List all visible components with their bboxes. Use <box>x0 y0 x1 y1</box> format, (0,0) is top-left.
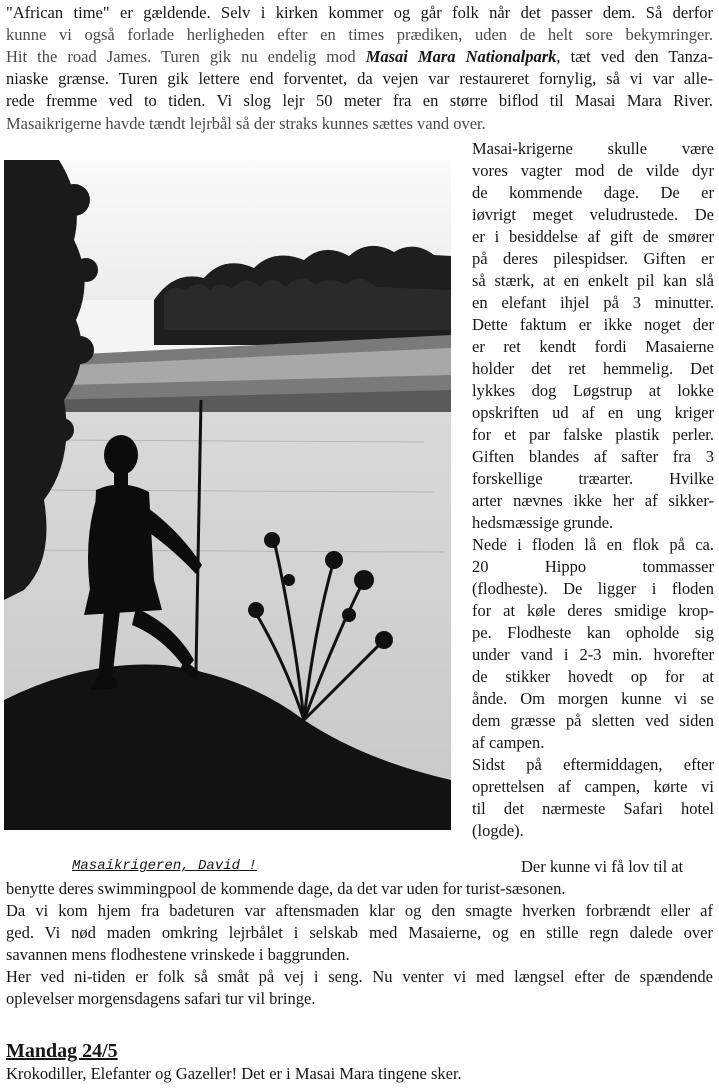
column-line: pe. Flodheste kan opholde sig <box>472 623 714 642</box>
column-line: (flodheste). De ligger i floden <box>472 579 714 598</box>
column-line: de stikker hovedt op for at <box>472 667 714 686</box>
column-line: Sidst på eftermiddagen, efter <box>472 755 714 774</box>
column-line: oprettelsen af campen, kørte vi <box>472 777 714 796</box>
intro-line-4: niaske grænse. Turen gik lettere end forventet, da vejen var restaureret fornylig, så vi var alle- <box>6 69 713 88</box>
column-line: under vand i 2-3 min. hvorefter <box>472 645 714 664</box>
photo-caption: Masaikrigeren, David ! <box>72 858 257 874</box>
after-line-1: benytte deres swimmingpool de kommende dage, da det var uden for turist-sæsonen. <box>6 879 566 898</box>
column-line: så stærk, at en enkelt pil kan slå <box>472 271 714 290</box>
day-heading: Mandag 24/5 <box>6 1040 118 1062</box>
column-line: på deres pilespidser. Giften er <box>472 249 714 268</box>
column-line: vores vagter mod de vilde dyr <box>472 161 714 180</box>
column-line: (logde). <box>472 821 524 840</box>
column-line: 20 Hippo tommasser <box>472 557 714 576</box>
column-line: Masai-krigerne skulle være <box>472 139 714 158</box>
after-line-6: oplevelser morgensdagens safari tur vil bringe. <box>6 989 316 1008</box>
column-line: dem græsse på sletten ved siden <box>472 711 714 730</box>
column-line: holder det ret hemmelig. Det <box>472 359 714 378</box>
photo-illustration <box>4 160 451 830</box>
column-line: forskellige træarter. Hvilke <box>472 469 714 488</box>
column-line: Dette faktum er ikke noget der <box>472 315 714 334</box>
intro-line-3 <box>6 46 713 68</box>
masai-warrior-photo <box>4 160 451 830</box>
column-line: til det nærmeste Safari hotel <box>472 799 714 818</box>
final-line: Krokodiller, Elefanter og Gazeller! Det er i Masai Mara tingene sker. <box>6 1064 462 1083</box>
column-line: en elefant ihjel på 3 minutter. <box>472 293 714 312</box>
after-line-2: Da vi kom hjem fra badeturen var aftensmaden klar og den smagte hverken forbrændt eller af <box>6 901 713 920</box>
after-line-5: Her ved ni-tiden er folk så småt på vej i seng. Nu venter vi med længsel efter de spændende <box>6 967 713 986</box>
column-line: opskriften ud af en ung kriger <box>472 403 714 422</box>
caption-row-text: Der kunne vi få lov til at <box>521 857 684 876</box>
column-line: Nede i floden lå en flok på ca. <box>472 535 714 554</box>
column-line: ånde. Om morgen kunne vi se <box>472 689 714 708</box>
intro-line-6: Masaikrigerne havde tændt lejrbål så der straks kunnes sættes vand over. <box>6 114 486 133</box>
intro-line-3-start: Hit the road James. Turen gik nu endelig mod <box>6 47 366 66</box>
column-line: iøvrigt meget veludrustede. De <box>472 205 714 224</box>
column-line: for at køle deres smidige krop- <box>472 601 714 620</box>
intro-line-2: kunne vi også forlade herligheden efter en times prædiken, uden de helt sore bekymringer. <box>6 25 713 44</box>
column-line: de kommende dage. De er <box>472 183 714 202</box>
after-line-4: savannen mens flodhestene vrinskede i baggrunden. <box>6 945 350 964</box>
column-line: hedsmæssige grunde. <box>472 513 614 532</box>
column-line: er ret kendt fordi Masaierne <box>472 337 714 356</box>
intro-line-3-end: , tæt ved den Tanza- <box>556 47 713 66</box>
column-line: er i besiddelse af gift de smører <box>472 227 714 246</box>
after-line-3: ged. Vi nød maden omkring lejrbålet i selskab med Masaierne, og en stille regn dalede over <box>6 923 713 942</box>
column-line: arter nævnes ikke her af sikker- <box>472 491 714 510</box>
column-line: Giften blandes af safter fra 3 <box>472 447 714 466</box>
column-line: for et par falske plastik perler. <box>472 425 714 444</box>
column-line: lykkes dog Løgstrup at lokke <box>472 381 714 400</box>
intro-line-1: "African time" er gældende. Selv i kirken kommer og går folk når det passer dem. Så derfor <box>6 3 713 22</box>
intro-line-5: rede fremme ved to tiden. Vi slog lejr 50 meter fra en større biflod til Masai Mara River. <box>6 91 713 110</box>
column-line: af campen. <box>472 733 545 752</box>
park-name: Masai Mara Nationalpark <box>365 47 557 66</box>
